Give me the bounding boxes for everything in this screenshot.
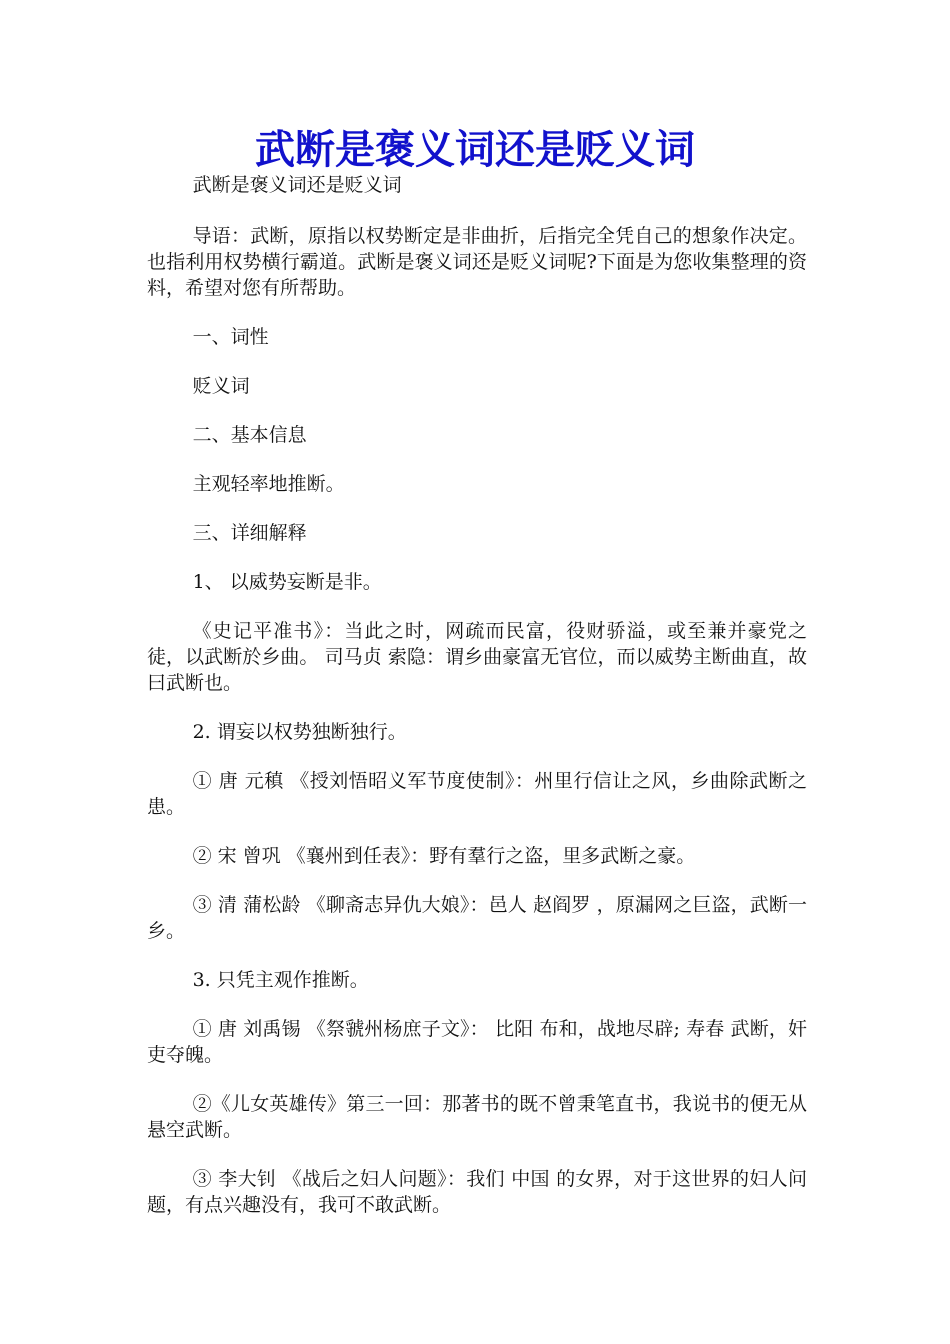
definition-2: 2. 谓妄以权势独断独行。 xyxy=(192,721,407,743)
section-heading-basic-info: 二、基本信息 xyxy=(192,424,307,446)
paragraph-basic-info: 主观轻率地推断。 xyxy=(192,473,345,495)
citation-paragraph: ① 唐 元稹 《授刘悟昭义军节度使制》：州里行信让之风，乡曲除武断之患。 xyxy=(147,770,807,818)
section-heading-part-of-speech: 一、词性 xyxy=(192,326,269,348)
citation-paragraph: ① 唐 刘禹锡 《祭虢州杨庶子文》： 比阳 布和，战地尽辟; 寿春 武断，奸吏夺魄。 xyxy=(147,1018,807,1066)
citation-paragraph: ③ 李大钊 《战后之妇人问题》：我们 中国 的女界，对于这世界的妇人问题，有点兴趣没有，我可不敢武断。 xyxy=(147,1168,807,1216)
citation-paragraph: ② 宋 曾巩 《襄州到任表》：野有羣行之盗，里多武断之豪。 xyxy=(192,845,696,867)
citation-paragraph: 《史记平准书》：当此之时，网疏而民富，役财骄溢，或至兼并豪党之徒，以武断於乡曲。 司马贞 索隐：谓乡曲豪富无官位，而以威势主断曲直，故曰武断也。 xyxy=(147,620,807,694)
paragraph-part-of-speech: 贬义词 xyxy=(192,375,250,397)
definition-1: 1、 以威势妄断是非。 xyxy=(192,571,382,593)
document-body xyxy=(147,172,807,1241)
document-subtitle: 武断是褒义词还是贬义词 xyxy=(192,174,402,196)
definition-3: 3. 只凭主观作推断。 xyxy=(192,969,369,991)
citation-paragraph: ③ 清 蒲松龄 《聊斋志异仇大娘》：邑人 赵阎罗 ，原漏网之巨盗，武断一乡。 xyxy=(147,894,807,942)
section-heading-detailed-explanation: 三、详细解释 xyxy=(192,522,307,544)
document-title: 武断是褒义词还是贬义词 xyxy=(255,126,695,173)
paragraph-intro: 导语：武断，原指以权势断定是非曲折，后指完全凭自己的想象作决定。也指利用权势横行霸道。武断是褒义词还是贬义词呢?下面是为您收集整理的资料，希望对您有所帮助。 xyxy=(147,225,807,299)
citation-paragraph: ②《儿女英雄传》第三一回：那著书的既不曾秉笔直书，我说书的便无从悬空武断。 xyxy=(147,1093,807,1141)
